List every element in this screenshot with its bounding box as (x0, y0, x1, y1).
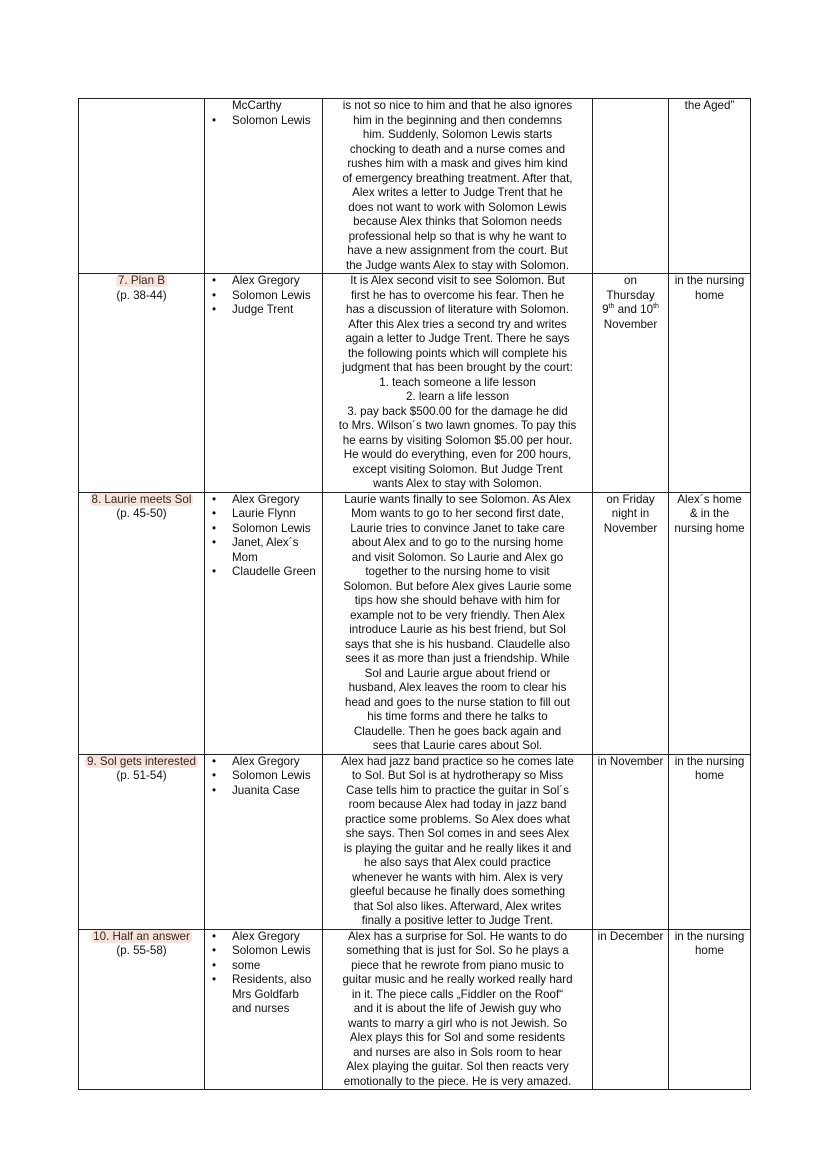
summary-line: of emergency breathing treatment. After that, (342, 171, 573, 185)
table-row (79, 754, 751, 929)
summary-line: in it. The piece calls „Fiddler on the Roof“ (351, 987, 564, 1001)
character-item: • Alex Gregory (208, 930, 319, 945)
characters-list (208, 493, 319, 580)
summary-line: guitar music and he really worked really hard (342, 973, 573, 986)
table-row (79, 274, 751, 493)
summary-line: finally a positive letter to Judge Trent. (361, 914, 554, 927)
when-cell (593, 99, 669, 274)
character-item: • some (208, 959, 319, 974)
summary-line: It is Alex second visit to see Solomon. But (350, 274, 565, 287)
character-item: • Judge Trent (208, 303, 319, 318)
table-row (79, 929, 751, 1090)
summary-line: have a new assignment from the court. But (347, 244, 568, 257)
summary-line: has a discussion of literature with Solomon. (346, 303, 569, 316)
summary-line: wants Alex to stay with Solomon. (373, 477, 542, 490)
when-cell: on Friday night in November (593, 492, 669, 754)
summary-line: about Alex and to go to the nursing home (351, 536, 564, 549)
summary-line: Alex playing the guitar. Sol then reacts very (346, 1060, 569, 1073)
character-item: • Solomon Lewis (208, 114, 319, 129)
summary-line: professional help so that is why he want to (348, 229, 567, 243)
when-text: on (624, 274, 637, 287)
summary-line: example not to be very friendly. Then Alex (350, 608, 565, 622)
summary-line: 1. teach someone a life lesson (379, 375, 536, 389)
summary-line: he also says that Alex could practice (364, 856, 551, 869)
summary-line: 2. learn a life lesson (405, 390, 510, 403)
summary-line: is playing the guitar and he really likes it and (343, 841, 572, 855)
chapter-cell (79, 754, 205, 929)
character-item: • Residents, also Mrs Goldfarb and nurses (208, 973, 319, 1017)
chapter-cell (79, 929, 205, 1090)
summary-cell (323, 274, 593, 493)
summary-line: him in the beginning and then condemns (353, 113, 562, 127)
where-cell: in the nursing home (669, 929, 751, 1090)
where-cell: in the nursing home (669, 754, 751, 929)
when-text: 9 (602, 303, 609, 316)
summary-line: to Sol. But Sol is at hydrotherapy so Miss (351, 769, 564, 782)
summary-line: his time forms and there he talks to (367, 710, 548, 723)
when-text: th (608, 303, 615, 311)
chapter-cell (79, 274, 205, 493)
summary-line: 3. pay back $500.00 for the damage he did (347, 404, 568, 418)
characters-list (208, 99, 319, 128)
character-item: • Janet, Alex´s Mom (208, 536, 319, 565)
where-cell: in the nursing home (669, 274, 751, 493)
when-cell: in November (593, 754, 669, 929)
summary-line: Claudelle. Then he goes back again and (353, 724, 562, 738)
characters-cell (205, 492, 323, 754)
chapter-cell (79, 492, 205, 754)
character-item: • Solomon Lewis (208, 522, 319, 537)
summary-line: the Judge wants Alex to stay with Solomon. (346, 258, 569, 272)
characters-cell (205, 929, 323, 1090)
character-item: • Alex Gregory (208, 493, 319, 508)
summary-line: Solomon. But before Alex gives Laurie some (343, 579, 572, 593)
where-cell: the Aged” (669, 99, 751, 274)
summary-line: wants to marry a girl who is not Jewish. So (347, 1016, 568, 1030)
character-item: • Laurie Flynn (208, 507, 319, 522)
summary-line: something that is just for Sol. So he plays a (346, 944, 569, 957)
summary-line: and visit Solomon. So Laurie and Alex go (351, 550, 564, 564)
character-item: • Alex Gregory (208, 755, 319, 770)
summary-line: head and goes to the nurse station to fill out (345, 695, 570, 709)
chapter-title: 8. Laurie meets Sol (91, 492, 192, 506)
chapter-title: 10. Half an answer (93, 929, 190, 943)
chapter-summary-table (78, 98, 751, 1090)
summary-line: first he has to overcome his fear. Then he (350, 288, 565, 302)
summary-line: says that she is his husband. Claudelle also (345, 637, 570, 651)
when-text: Thursday (606, 288, 655, 302)
summary-cell (323, 754, 593, 929)
summary-line: he earns by visiting Solomon $5.00 per hour. (342, 433, 573, 447)
chapter-pages: (p. 45-50) (116, 507, 167, 520)
summary-line: judgment that has been brought by the court: (342, 361, 573, 374)
summary-line: to Mrs. Wilson´s two lawn gnomes. To pay this (338, 419, 577, 432)
chapter-pages: (p. 38-44) (116, 288, 167, 302)
when-text: th (653, 303, 659, 311)
summary-cell (323, 492, 593, 754)
summary-line: Case tells him to practice the guitar in Sol´s (346, 783, 569, 797)
summary-line: Laurie wants finally to see Solomon. As Alex (344, 492, 571, 506)
chapter-pages: (p. 55-58) (116, 944, 167, 957)
summary-line: Alex has a surprise for Sol. He wants to do (347, 929, 568, 943)
summary-cell (323, 99, 593, 274)
summary-line: room because Alex had today in jazz band (348, 798, 567, 811)
summary-line: After this Alex tries a second try and writes (348, 317, 567, 331)
characters-list (208, 930, 319, 1017)
summary-line: Alex had jazz band practice so he comes late (341, 754, 574, 768)
summary-line: He would do everything, even for 200 hours, (343, 448, 572, 461)
when-cell: in December (593, 929, 669, 1090)
summary-line: chocking to death and a nurse comes and (349, 142, 566, 156)
summary-line: Mom wants to go to her second first date, (351, 507, 564, 520)
where-cell: Alex´s home & in the nursing home (669, 492, 751, 754)
chapter-cell (79, 99, 205, 274)
summary-line: piece that he rewrote from piano music to (351, 958, 564, 972)
character-item: • Solomon Lewis (208, 944, 319, 959)
when-text: November (603, 317, 658, 331)
summary-line: him. Suddenly, Solomon Lewis starts (362, 128, 553, 141)
summary-line: Laurie tries to convince Janet to take care (350, 521, 565, 535)
character-item: McCarthy (232, 99, 282, 112)
summary-line: sees that Laurie cares about Sol. (372, 739, 543, 752)
summary-line: tips how she should behave with him for (354, 594, 561, 607)
character-item: • Alex Gregory (208, 274, 319, 289)
summary-line: the following points which will complete his (347, 346, 568, 360)
characters-cell (205, 99, 323, 274)
summary-line: Alex writes a letter to Judge Trent that he (352, 186, 563, 199)
chapter-pages: (p. 51-54) (116, 769, 167, 782)
summary-line: whenever he wants with him. Alex is very (352, 870, 563, 884)
characters-cell (205, 274, 323, 493)
summary-line: sees it as more than just a friendship. While (345, 652, 570, 665)
summary-line: does not want to work with Solomon Lewis (348, 200, 567, 214)
summary-line: again a letter to Judge Trent. There he says (345, 332, 570, 345)
summary-line: together to the nursing home to visit (365, 565, 550, 578)
summary-line: and it is about the life of Jewish guy who (353, 1002, 562, 1015)
summary-line: that Sol also likes. Afterward, Alex writes (353, 899, 562, 913)
character-item: • Solomon Lewis (208, 289, 319, 304)
summary-line: practice some problems. So Alex does what (345, 812, 570, 826)
summary-line: is not so nice to him and that he also ignores (342, 99, 573, 112)
character-item: • Solomon Lewis (208, 769, 319, 784)
summary-line: gleeful because he finally does something (349, 885, 566, 898)
summary-line: Alex plays this for Sol and some residents (349, 1031, 566, 1044)
character-item: • Juanita Case (208, 784, 319, 799)
characters-list (208, 274, 319, 318)
summary-line: emotionally to the piece. He is very amazed. (343, 1074, 572, 1088)
chapter-title: 7. Plan B (117, 274, 166, 287)
table-row (79, 99, 751, 274)
when-cell (593, 274, 669, 493)
summary-cell (323, 929, 593, 1090)
characters-cell (205, 754, 323, 929)
characters-list (208, 755, 319, 799)
summary-line: because Alex thinks that Solomon needs (353, 215, 562, 228)
character-item: • Claudelle Green (208, 565, 319, 580)
summary-line: introduce Laurie as his best friend, but Sol (349, 623, 566, 636)
chapter-title: 9. Sol gets interested (87, 754, 196, 768)
table-row (79, 492, 751, 754)
summary-line: she says. Then Sol comes in and sees Alex (345, 827, 570, 840)
when-text: and 10 (614, 303, 654, 316)
summary-line: except visiting Solomon. But Judge Trent (352, 462, 563, 476)
summary-line: and nurses are also in Sols room to hear (353, 1045, 562, 1059)
summary-line: Sol and Laurie argue about friend or (364, 666, 551, 680)
summary-line: rushes him with a mask and gives him kind (347, 157, 568, 170)
summary-line: husband, Alex leaves the room to clear his (348, 681, 567, 694)
